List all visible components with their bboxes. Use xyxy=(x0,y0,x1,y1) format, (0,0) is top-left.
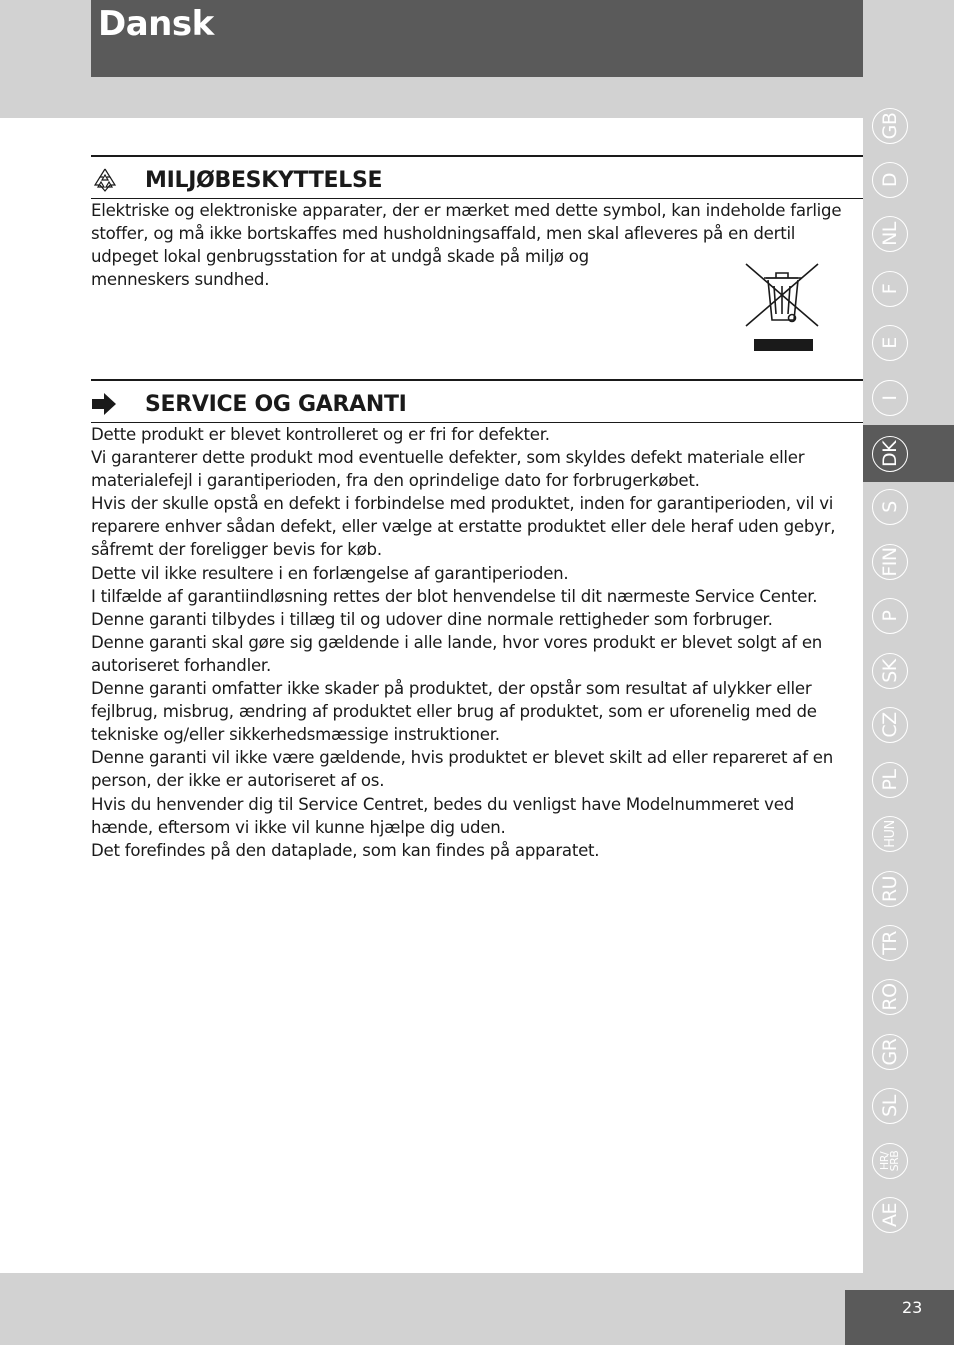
language-tab-i[interactable]: I xyxy=(863,369,954,426)
language-tab-fin[interactable]: FIN xyxy=(863,533,954,590)
section-top-rule xyxy=(91,155,863,157)
language-tab-pl[interactable]: PL xyxy=(863,751,954,808)
header-bar xyxy=(91,0,863,77)
section-title-environment: MILJØBESKYTTELSE xyxy=(145,167,383,193)
language-tab-gb[interactable]: GB xyxy=(863,97,954,154)
section-top-rule xyxy=(91,379,863,381)
text-line: Elektriske og elektroniske apparater, der er mærket med dette symbol, kan indeholde farlige xyxy=(91,201,842,220)
language-tab-hr-srb[interactable]: HR/ SRB xyxy=(863,1132,954,1189)
language-tab-d[interactable]: D xyxy=(863,151,954,208)
text-line: Denne garanti skal gøre sig gældende i alle lande, hvor vores produkt er blevet solgt af en xyxy=(91,632,823,652)
language-tab-hun[interactable]: HUN xyxy=(863,805,954,862)
page-number: 23 xyxy=(902,1298,923,1317)
text-line: autoriseret forhandler. xyxy=(91,655,271,675)
page-number-box xyxy=(845,1290,954,1345)
language-tab-p[interactable]: P xyxy=(863,587,954,644)
text-line: Dette vil ikke resultere i en forlængelse af garantiperioden. xyxy=(91,563,569,583)
language-tab-ro[interactable]: RO xyxy=(863,968,954,1025)
language-tab-f[interactable]: F xyxy=(863,260,954,317)
text-line: Det forefindes på den dataplade, som kan findes på apparatet. xyxy=(91,840,600,860)
text-line: Vi garanterer dette produkt mod eventuelle defekter, som skyldes defekt materiale eller xyxy=(91,448,805,468)
text-line: tekniske og/eller sikkerhedsmæssige instruktioner. xyxy=(91,725,500,745)
language-tab-s[interactable]: S xyxy=(863,478,954,535)
text-line: materialefejl i garantiperioden, fra den oprindelige dato for forbrugerkøbet. xyxy=(91,471,700,491)
text-line: fejlbrug, misbrug, ændring af produktet eller brug af produktet, som er uforenelig med de xyxy=(91,702,817,722)
text-line: såfremt der foreligger bevis for køb. xyxy=(91,540,382,560)
text-line: stoffer, og må ikke bortskaffes med husholdningsaffald, men skal afleveres på en dertil xyxy=(91,224,796,244)
language-tab-tr[interactable]: TR xyxy=(863,914,954,971)
text-line: menneskers sundhed. xyxy=(91,270,270,290)
section-title-service: SERVICE OG GARANTI xyxy=(145,391,407,417)
text-line: Denne garanti vil ikke være gældende, hvis produktet er blevet skilt ad eller repareret af en xyxy=(91,748,834,768)
service-text xyxy=(91,423,853,862)
weee-crossed-bin-icon xyxy=(744,262,820,354)
text-line: Denne garanti tilbydes i tillæg til og udover dine normale rettigheder som forbruger. xyxy=(91,609,773,629)
language-tab-sl[interactable]: SL xyxy=(863,1077,954,1134)
text-line: Hvis der skulle opstå en defekt i forbindelse med produktet, inden for garantiperioden, vil vi xyxy=(91,494,834,514)
page-title: Dansk xyxy=(98,4,214,44)
text-line: reparere enhver sådan defekt, eller vælge at erstatte produktet eller dele heraf uden gebyr, xyxy=(91,517,836,537)
language-tab-ru[interactable]: RU xyxy=(863,860,954,917)
text-line: person, der ikke er autoriseret af os. xyxy=(91,771,385,791)
language-tab-dk[interactable]: DK xyxy=(863,425,954,482)
text-line: udpeget lokal genbrugsstation for at undgå skade på miljø og xyxy=(91,247,589,267)
text-line: Denne garanti omfatter ikke skader på produktet, der opstår som resultat af ulykker eller xyxy=(91,679,812,699)
text-line: hænde, eftersom vi ikke vil kunne hjælpe dig uden. xyxy=(91,817,506,837)
language-tab-gr[interactable]: GR xyxy=(863,1023,954,1080)
text-line: Dette produkt er blevet kontrolleret og er fri for defekter. xyxy=(91,425,550,444)
text-line: Hvis du henvender dig til Service Centret, bedes du venligst have Modelnummeret ved xyxy=(91,794,794,814)
language-tab-cz[interactable]: CZ xyxy=(863,696,954,753)
text-line: I tilfælde af garantiindløsning rettes der blot henvendelse til dit nærmeste Service Center. xyxy=(91,586,818,606)
recycle-icon xyxy=(91,167,119,193)
section-header-service xyxy=(91,384,863,424)
arrow-right-icon xyxy=(91,391,119,417)
language-tab-sk[interactable]: SK xyxy=(863,642,954,699)
language-tab-ae[interactable]: AE xyxy=(863,1186,954,1243)
section-header-environment xyxy=(91,160,863,200)
environment-text xyxy=(91,199,853,291)
language-tab-e[interactable]: E xyxy=(863,314,954,371)
language-tab-nl[interactable]: NL xyxy=(863,205,954,262)
